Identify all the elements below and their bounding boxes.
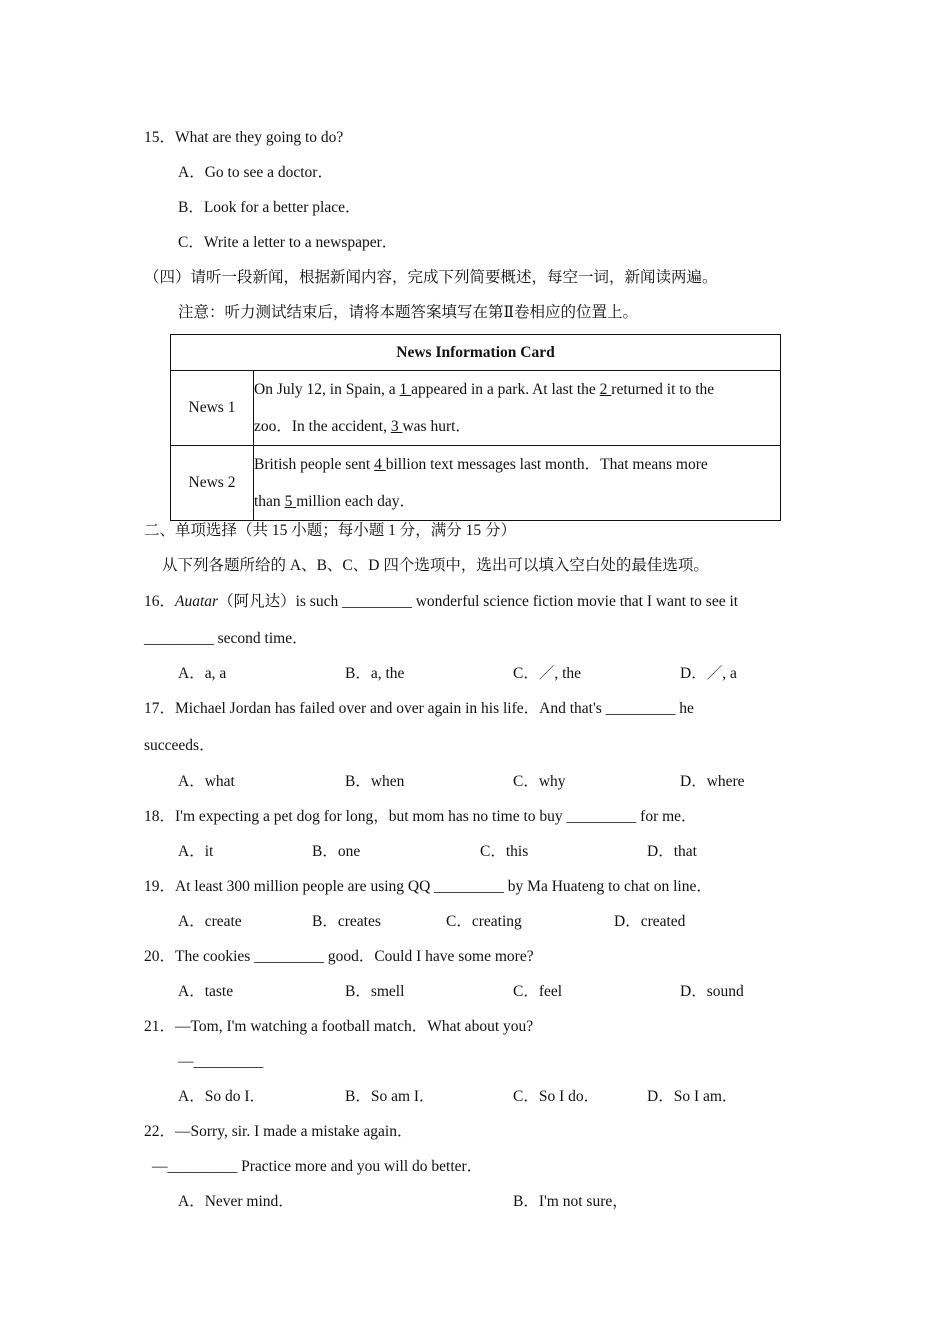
section2-instruction: 从下列各题所给的 A、B、C、D 四个选项中，选出可以填入空白处的最佳选项。 — [162, 557, 709, 574]
q17-stem: 17．Michael Jordan has failed over and over again in his life．And that's _________ he — [144, 700, 694, 717]
card-title: News Information Card — [171, 335, 781, 371]
blank-1: 1 — [399, 381, 412, 398]
q17-option-b: B．when — [345, 773, 405, 790]
q18-option-d: D．that — [647, 843, 697, 860]
q19-stem: 19．At least 300 million people are using QQ _________ by Ma Huateng to chat on line． — [144, 878, 712, 895]
q21-option-c: C．So I do． — [513, 1088, 600, 1105]
blank-5: 5 — [284, 493, 297, 510]
section2-heading: 二、单项选择（共 15 小题；每小题 1 分，满分 15 分） — [144, 522, 517, 539]
part4-note: 注意：听力测试结束后，请将本题答案填写在第Ⅱ卷相应的位置上。 — [178, 304, 639, 321]
q19-option-b: B．creates — [312, 913, 381, 930]
q16-option-a: A．a, a — [178, 665, 227, 682]
q22-option-a: A．Never mind． — [178, 1193, 294, 1210]
q22-option-b: B．I'm not sure， — [513, 1193, 628, 1210]
q16-stem-line2: _________ second time． — [144, 630, 308, 647]
q15-option-c: C．Write a letter to a newspaper． — [178, 234, 398, 251]
part4-heading: （四）请听一段新闻，根据新闻内容，完成下列简要概述，每空一词，新闻读两遍。 — [144, 269, 718, 286]
q16-option-b: B．a, the — [345, 665, 405, 682]
news-information-card — [170, 334, 781, 521]
q18-option-b: B．one — [312, 843, 361, 860]
blank-2: 2 — [599, 381, 612, 398]
q21-option-b: B．So am I． — [345, 1088, 435, 1105]
news2-text: British people sent 4 billion text messages last month．That means more than 5 million each day． — [254, 446, 781, 521]
q22-reply-line: —_________ Practice more and you will do better． — [152, 1158, 483, 1175]
q17-option-a: A．what — [178, 773, 235, 790]
q17-option-d: D．where — [680, 773, 745, 790]
q21-stem: 21．—Tom, I'm watching a football match．What about you? — [144, 1018, 534, 1035]
q16-option-d: D．／, a — [680, 665, 737, 682]
q15-stem: 15．What are they going to do? — [144, 129, 344, 146]
q16-option-c: C．／, the — [513, 665, 582, 682]
q20-option-a: A．taste — [178, 983, 234, 1000]
blank-3: 3 — [390, 418, 403, 435]
q19-option-c: C．creating — [446, 913, 522, 930]
q20-option-d: D．sound — [680, 983, 744, 1000]
news2-label: News 2 — [171, 446, 254, 521]
q20-option-b: B．smell — [345, 983, 405, 1000]
q18-stem: 18．I'm expecting a pet dog for long，but mom has no time to buy _________ for me． — [144, 808, 697, 825]
q18-option-a: A．it — [178, 843, 214, 860]
q21-option-d: D．So I am． — [647, 1088, 738, 1105]
blank-4: 4 — [374, 456, 386, 473]
q19-option-d: D．created — [614, 913, 686, 930]
q21-option-a: A．So do I． — [178, 1088, 265, 1105]
news1-label: News 1 — [171, 371, 254, 446]
q18-option-c: C．this — [480, 843, 529, 860]
news1-text: On July 12, in Spain, a 1 appeared in a park. At last the 2 returned it to the zoo．In the accident, 3 was hurt． — [254, 371, 781, 446]
q20-option-c: C．feel — [513, 983, 563, 1000]
q17-stem-line2: succeeds． — [144, 737, 215, 754]
q17-option-c: C．why — [513, 773, 566, 790]
q15-option-a: A．Go to see a doctor． — [178, 164, 333, 181]
q22-stem: 22．—Sorry, sir. I made a mistake again． — [144, 1123, 413, 1140]
q16-stem: 16．Auatar（阿凡达）is such _________ wonderful science fiction movie that I want to see it — [144, 593, 739, 610]
q15-option-b: B．Look for a better place． — [178, 199, 361, 216]
q20-stem: 20．The cookies _________ good．Could I have some more? — [144, 948, 534, 965]
q21-reply-line: —_________ — [178, 1053, 264, 1070]
q19-option-a: A．create — [178, 913, 242, 930]
